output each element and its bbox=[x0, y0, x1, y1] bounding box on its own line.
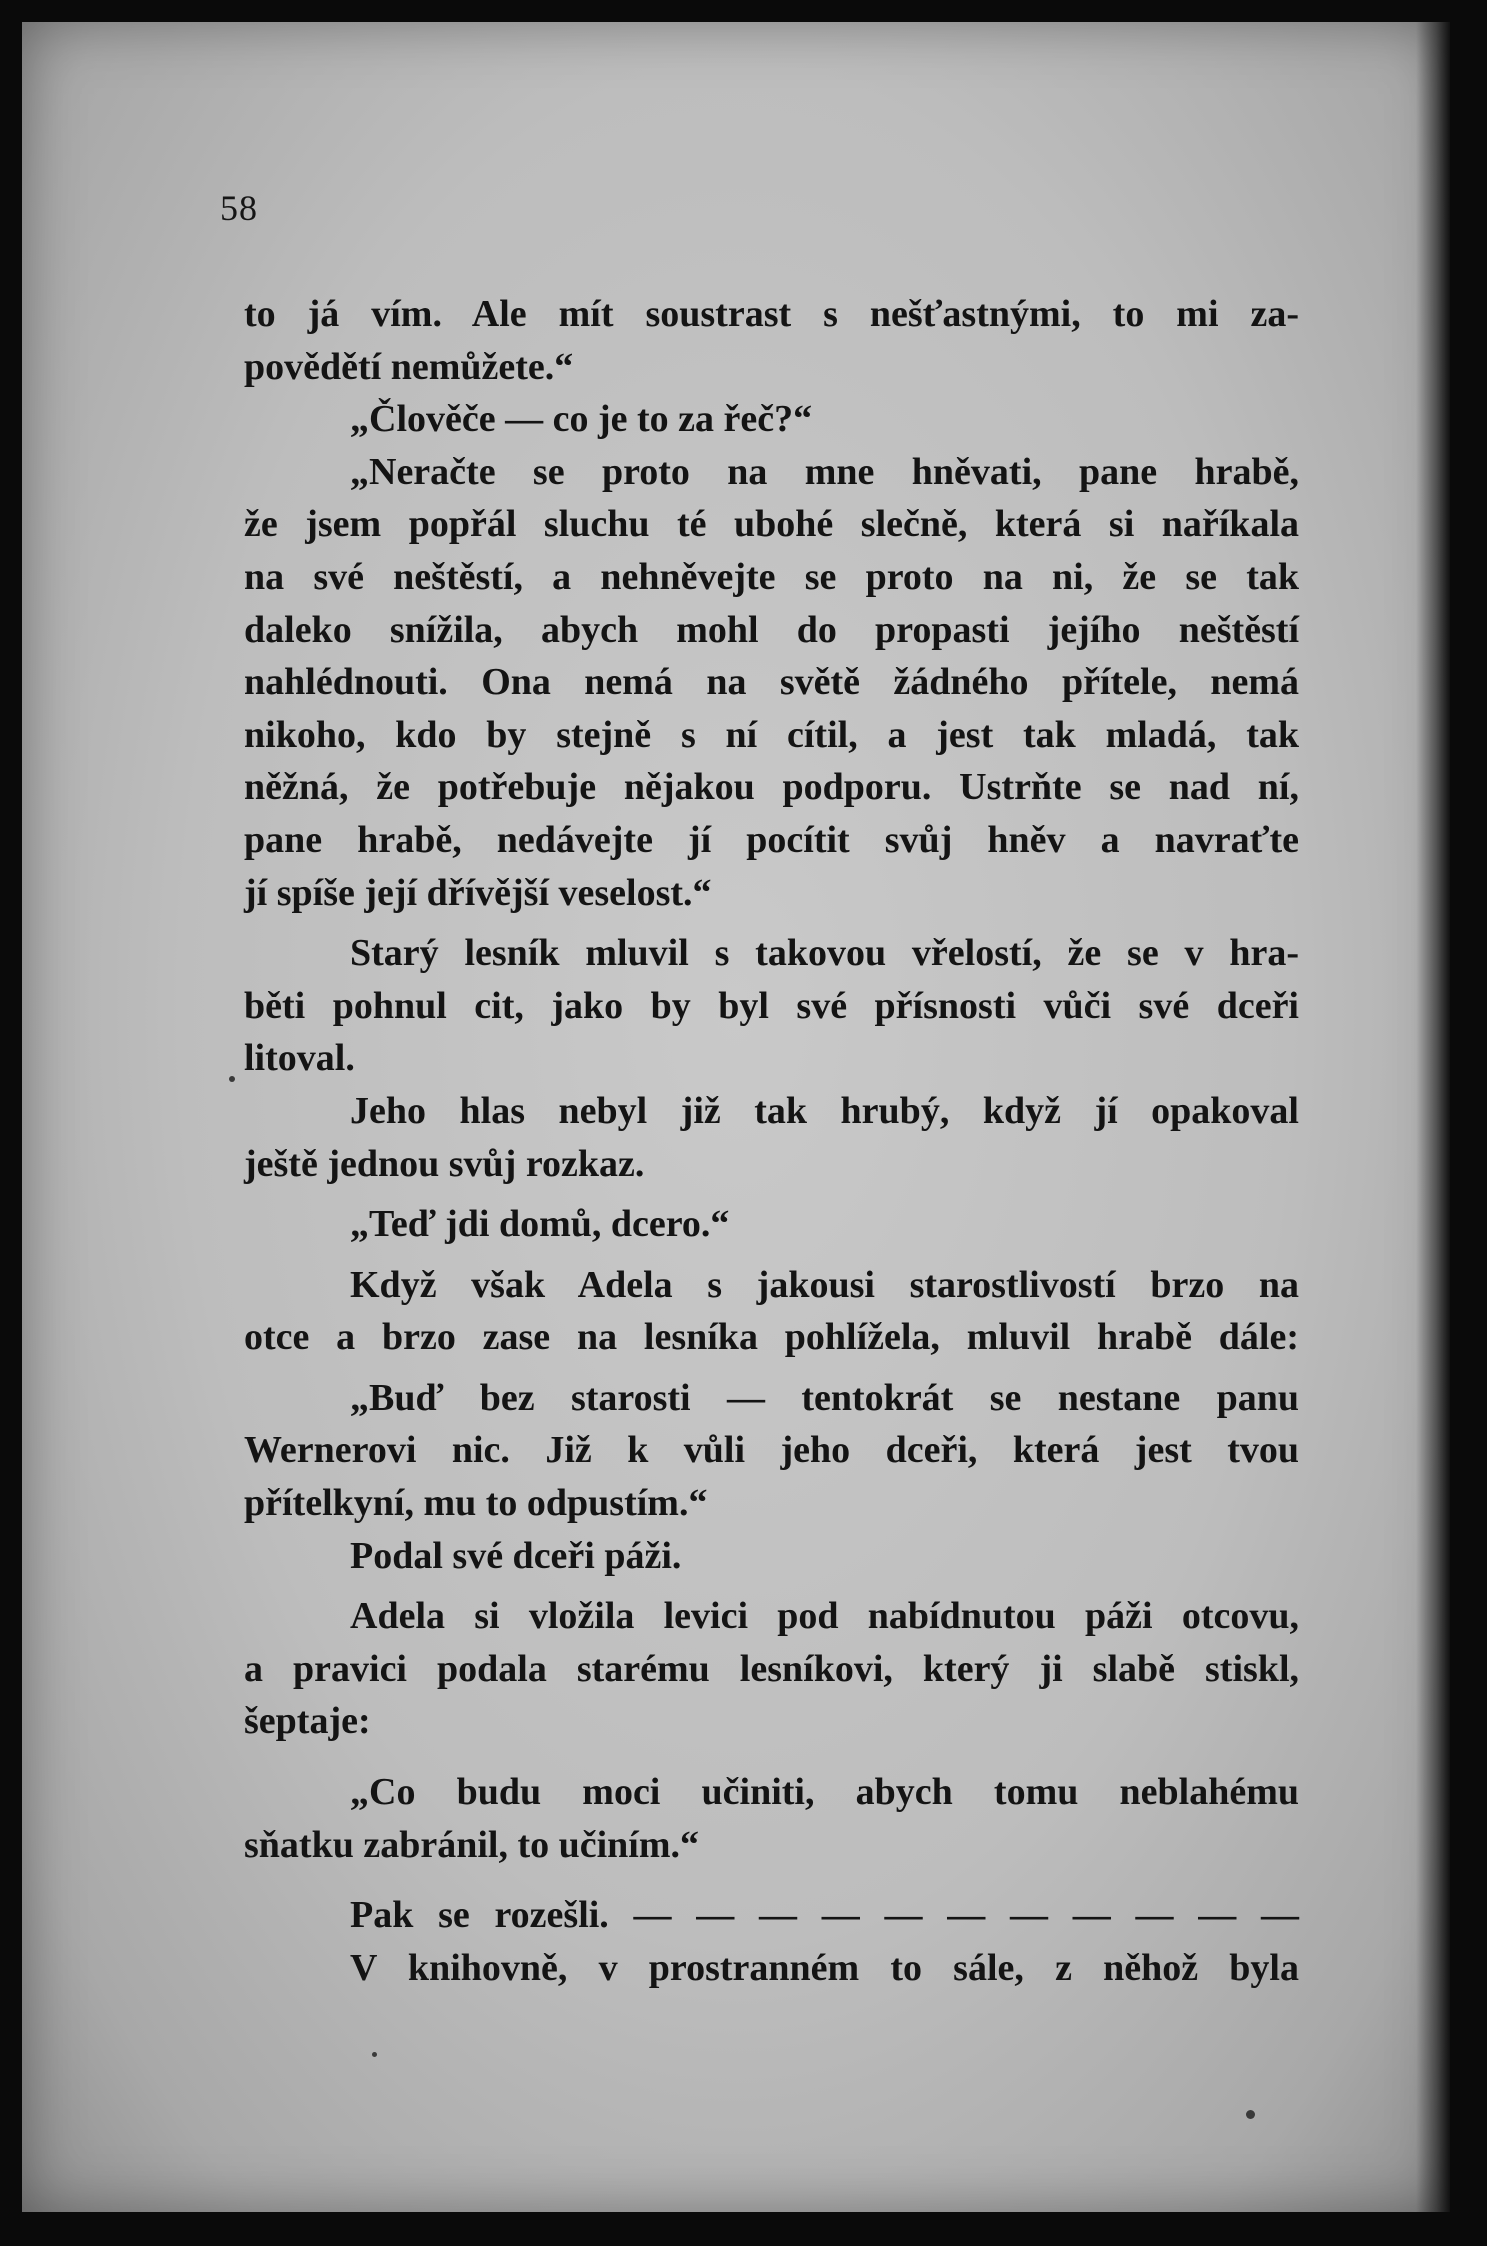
text-line: „Teď jdi domů, dcero.“ bbox=[350, 1203, 730, 1246]
text-line: litoval. bbox=[244, 1037, 355, 1080]
text-line: Jeho hlas nebyl již tak hrubý, když jí opakoval bbox=[350, 1089, 1299, 1132]
paper-speck bbox=[372, 2052, 377, 2057]
text-line: „Co budu moci učiniti, abych tomu neblahému bbox=[350, 1771, 1299, 1814]
text-line: Pak se rozešli. — — — — — — — — — — — bbox=[350, 1894, 1299, 1937]
text-line: něžná, že potřebuje nějakou podporu. Ustrňte se nad ní, bbox=[244, 766, 1299, 809]
text-line: „Člověče — co je to za řeč?“ bbox=[350, 398, 813, 441]
text-line: nikoho, kdo by stejně s ní cítil, a jest tak mladá, tak bbox=[244, 713, 1299, 756]
text-line: Podal své dceři páži. bbox=[350, 1534, 682, 1577]
paper-speck bbox=[1246, 2110, 1255, 2119]
text-line: sňatku zabránil, to učiním.“ bbox=[244, 1823, 700, 1866]
page-number: 58 bbox=[220, 188, 258, 228]
paper-speck bbox=[229, 1076, 235, 1082]
text-line: to já vím. Ale mít soustrast s nešťastnými, to mi za- bbox=[244, 293, 1299, 335]
text-line: že jsem popřál sluchu té ubohé slečně, která si naříkala bbox=[244, 503, 1299, 546]
text-line: „Neračte se proto na mne hněvati, pane hrabě, bbox=[350, 450, 1299, 493]
text-line: běti pohnul cit, jako by byl své přísnosti vůči své dceři bbox=[244, 984, 1299, 1027]
text-line: daleko snížila, abych mohl do propasti jejího neštěstí bbox=[244, 608, 1299, 651]
text-line: Když však Adela s jakousi starostlivostí brzo na bbox=[350, 1263, 1299, 1306]
body-text bbox=[244, 288, 1299, 1994]
text-line: pane hrabě, nedávejte jí pocítit svůj hněv a navraťte bbox=[244, 818, 1299, 861]
text-line: šeptaje: bbox=[244, 1700, 371, 1743]
text-line: „Buď bez starosti — tentokrát se nestane panu bbox=[350, 1376, 1299, 1419]
text-line: Starý lesník mluvil s takovou vřelostí, že se v hra- bbox=[350, 932, 1299, 975]
text-line: přítelkyní, mu to odpustím.“ bbox=[244, 1482, 708, 1525]
text-line: otce a brzo zase na lesníka pohlížela, mluvil hrabě dále: bbox=[244, 1316, 1299, 1359]
text-line: ještě jednou svůj rozkaz. bbox=[244, 1142, 645, 1185]
text-line: Adela si vložila levici pod nabídnutou páži otcovu, bbox=[350, 1595, 1299, 1638]
text-line: jí spíše její dřívější veselost.“ bbox=[244, 871, 712, 914]
book-page bbox=[22, 22, 1450, 2212]
text-line: a pravici podala starému lesníkovi, který ji slabě stiskl, bbox=[244, 1647, 1299, 1690]
text-line: Wernerovi nic. Již k vůli jeho dceři, která jest tvou bbox=[244, 1429, 1299, 1472]
text-line: V knihovně, v prostranném to sále, z něhož byla bbox=[350, 1946, 1299, 1989]
text-line: nahlédnouti. Ona nemá na světě žádného přítele, nemá bbox=[244, 661, 1299, 704]
text-line: na své neštěstí, a nehněvejte se proto na ni, že se tak bbox=[244, 555, 1299, 598]
binding-edge bbox=[1416, 22, 1450, 2212]
text-line: povědětí nemůžete.“ bbox=[244, 345, 574, 388]
